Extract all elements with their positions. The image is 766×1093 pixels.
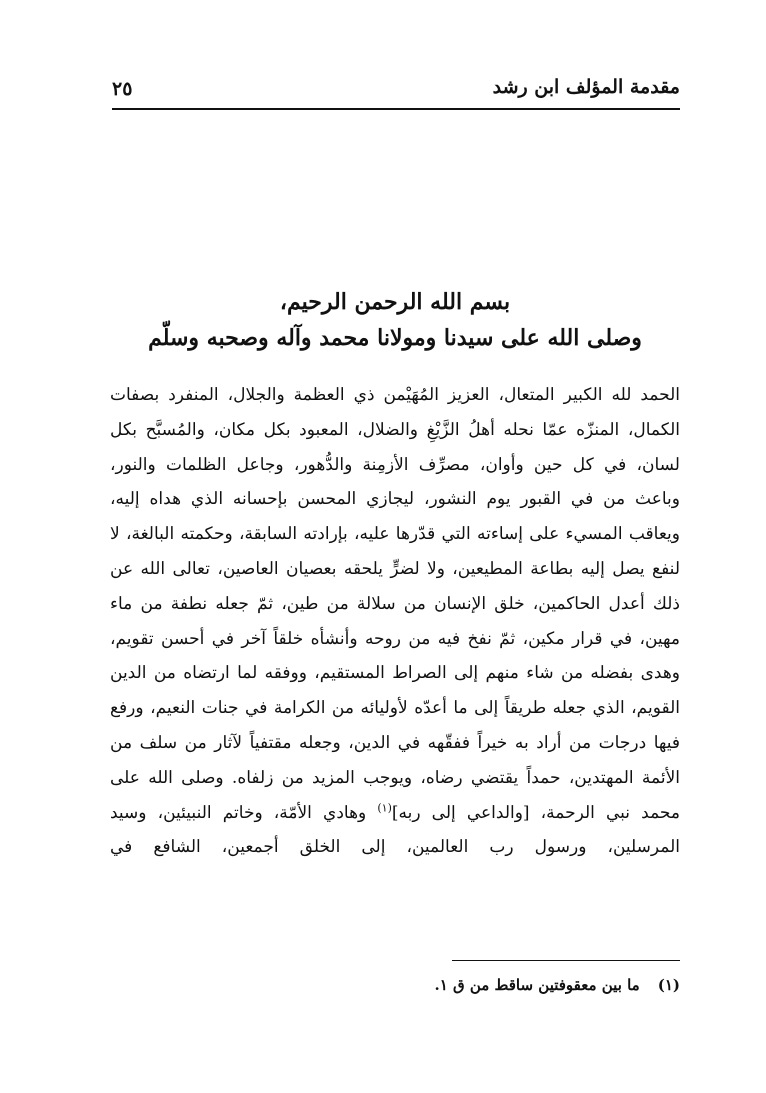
basmala-line-2: وصلى الله على سيدنا ومولانا محمد وآله وصحبه وسلّم: [148, 325, 642, 351]
page-header: [110, 72, 680, 108]
running-title: مقدمة المؤلف ابن رشد: [492, 76, 680, 98]
page-number: ٢٥: [112, 78, 133, 100]
body-text: [110, 378, 680, 865]
body-paragraph: [110, 378, 680, 865]
body-text-part-2: وهادي الأمّة، وخاتم النبيئين، وسيد المرسلين، ورسول رب العالمين، إلى الخلق أجمعين، الشافع في: [110, 802, 680, 858]
basmala-line-1: بسم الله الرحمن الرحيم،: [279, 289, 511, 315]
body-text-part-1: الحمد لله الكبير المتعال، العزيز المُهَيْمن ذي العظمة والجلال، المنفرد بصفات الكمال، المنزّه عمّا نحله أهلُ الزَّيْغِ والضلال، المعبود بكل مكان، والمُسبَّح بكل لسان، في كل حين وأوان، مصرِّف الأزمِنة والدُّهور، وجاعل الظلمات والنور، وباعث من في القبور يوم النشور، ليجازي المحسن بإحسانه الذي هداه إليه، ويعاقب المسيء على إساءته التي قدّرها عليه، بإرادته السابقة، وحكمته البالغة، لا لنفع يصل إليه بطاعة المطيعين، ولا لضرٍّ يلحقه بعصيان العاصين، تعالى الله عن ذلك أعدل الحاكمين، خلق الإنسان من سلالة من طين، ثمّ جعله نطفة من ماء مهين، في قرار مكين، ثمّ نفخ فيه من روحه وأنشأه خلقاً آخر في أحسن تقويم، وهدى بفضله من شاء منهم إلى الصراط المستقيم، ووفقه لما ارتضاه من الدين القويم، الذي جعله طريقاً إلى ما أعدّه لأوليائه من الكرامة في جنات النعيم، ورفع فيها درجات من أراد به خيراً ففقّهه في الدين، وجعله مقتفياً لآثار من سلف من الأئمة المهتدين، حمداً يقتضي رضاه، ويوجب المزيد من زلفاه. وصلى الله على محمد نبي الرحمة، [والداعي إلى ربه]: [110, 385, 681, 823]
basmala-heading: [110, 284, 680, 356]
footnote-text: ما بين معقوفتين ساقط من ق ١.: [434, 976, 640, 994]
footnote-marker: (١): [657, 976, 680, 994]
footnote-rule: [452, 960, 680, 961]
header-rule: [112, 108, 680, 110]
footnote-reference: (١): [377, 800, 392, 814]
footnote: [380, 976, 680, 994]
